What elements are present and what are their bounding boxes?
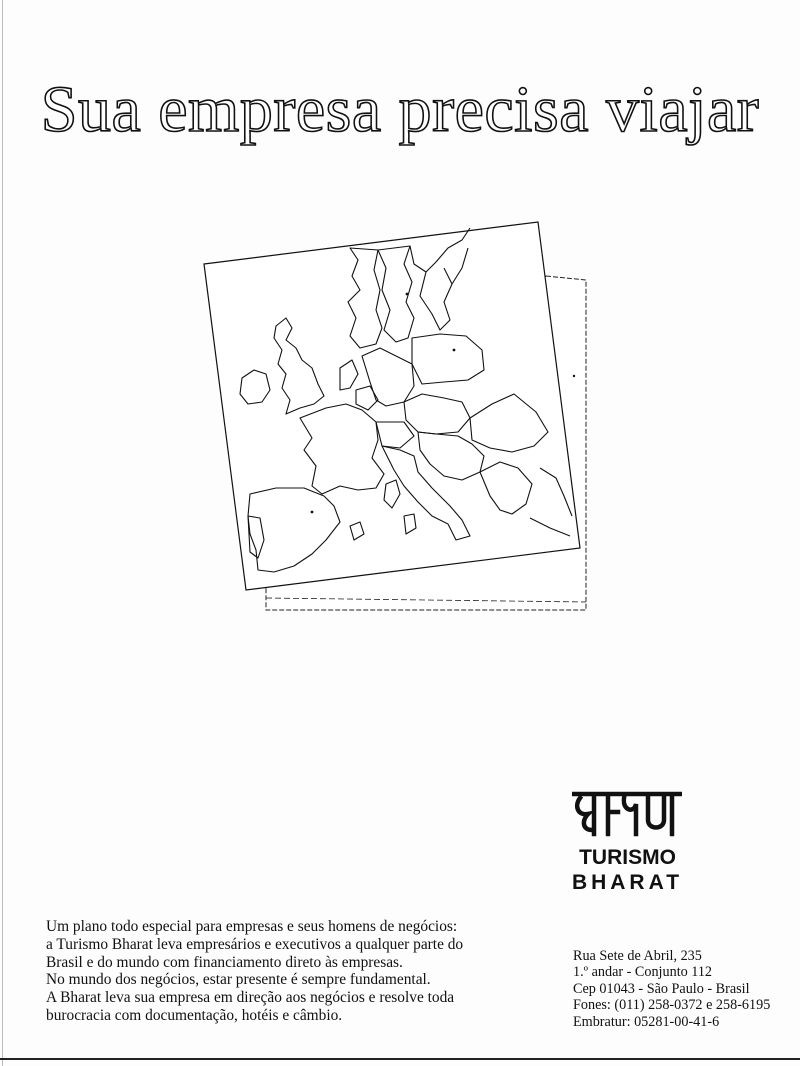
body-line: No mundo dos negócios, estar presente é sempre fundamental.: [46, 971, 431, 989]
address-city: Cep 01043 - São Paulo - Brasil: [573, 980, 750, 997]
brand-name-line1: TURISMO: [579, 846, 676, 869]
page-bottom-rule: [0, 1058, 800, 1060]
body-line: Um plano todo especial para empresas e seus homens de negócios:: [46, 918, 458, 935]
contact-address: [573, 948, 795, 1030]
body-line: A Bharat leva sua empresa em direção aos negócios e resolve toda: [46, 989, 455, 1007]
body-line: Brasil e do mundo com financiamento direto às empresas.: [46, 953, 403, 971]
body-copy: [46, 918, 516, 1025]
address-embratur: Embratur: 05281-00-41-6: [573, 1013, 720, 1030]
headline: Sua empresa precisa viajar: [40, 73, 760, 146]
page-edge: [2, 0, 3, 1066]
address-street: Rua Sete de Abril, 235: [573, 948, 702, 964]
bharat-logo-icon: [572, 790, 682, 838]
address-phones: Fones: (011) 258-0372 e 258-6195: [573, 997, 771, 1014]
body-line: burocracia com documentação, hotéis e câmbio.: [46, 1006, 343, 1024]
europe-map-icon: [200, 218, 600, 618]
body-line: a Turismo Bharat leva empresários e executivos a qualquer parte do: [46, 935, 464, 953]
brand-name-line2: BHARAT: [571, 871, 684, 894]
europe-map-illustration: [200, 218, 600, 618]
address-floor: 1.º andar - Conjunto 112: [573, 964, 713, 981]
